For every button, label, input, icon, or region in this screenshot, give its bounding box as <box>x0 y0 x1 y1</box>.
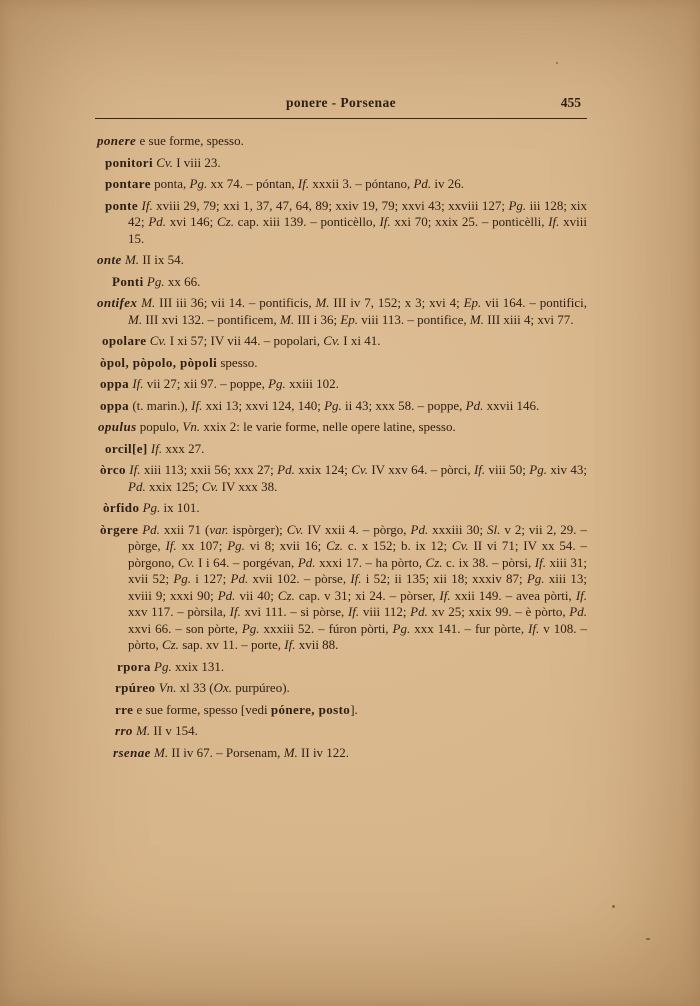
work-abbreviation: M. <box>154 744 169 760</box>
paper-speck <box>612 905 615 908</box>
entry-headword: rpúreo <box>115 680 156 695</box>
work-abbreviation: Pg. <box>154 658 172 674</box>
work-abbreviation: Cv. <box>201 478 219 494</box>
index-entry: ponte If. xviii 29, 79; xxi 1, 37, 47, 64, 89; xxiv 19, 79; xxvi 43; xxviii 127; Pg. iii 128; xix 42; Pd. xvi 146; Cz. cap. xiii 139. – ponticèllo, If. xxi 70; xxix 25. – ponticèlli, If. xviii 15. <box>105 197 588 246</box>
running-title: ponere - Porsenae <box>285 95 397 110</box>
entry-headword: ponte <box>105 197 139 213</box>
paper-speck <box>646 938 650 940</box>
work-abbreviation: Cv. <box>323 333 341 348</box>
work-abbreviation: Pg. <box>508 197 527 213</box>
entry-headword: rsenae <box>113 744 151 760</box>
index-entry: opolare Cv. I xi 57; IV vii 44. – popolari, Cv. I xi 41. <box>102 333 381 348</box>
entry-headword: opulus <box>98 419 137 434</box>
index-entry: oppa (t. marin.), If. xxi 13; xxvi 124, 140; Pg. ii 43; xxx 58. – poppe, Pd. xxvii 146. <box>100 397 540 413</box>
work-abbreviation: Cz. <box>277 587 295 603</box>
work-abbreviation: If. <box>379 214 391 229</box>
work-abbreviation: If. <box>534 554 546 570</box>
index-entry: òrfido Pg. ix 101. <box>103 500 200 515</box>
work-abbreviation: Pg. <box>529 462 547 477</box>
header-rule <box>95 118 587 119</box>
work-abbreviation: Pd. <box>128 478 146 494</box>
work-abbreviation: var. <box>209 521 229 537</box>
entry-headword: orcil[e] <box>105 440 148 456</box>
work-abbreviation: Ep. <box>340 311 359 327</box>
work-abbreviation: Pg. <box>526 571 545 586</box>
work-abbreviation: If. <box>528 620 540 636</box>
index-entry: ponitori Cv. I viii 23. <box>105 154 221 170</box>
work-abbreviation: Pg. <box>142 500 161 515</box>
work-abbreviation: Cz. <box>425 554 443 570</box>
work-abbreviation: Cv. <box>351 462 368 477</box>
work-abbreviation: Pg. <box>146 273 165 289</box>
entry-headword: Ponti <box>112 273 144 289</box>
work-abbreviation: If. <box>575 587 588 603</box>
work-abbreviation: Pd. <box>410 521 429 537</box>
index-entry: oppa If. vii 27; xii 97. – poppe, Pg. xxiii 102. <box>100 376 339 391</box>
index-entry: rre e sue forme, spesso [vedi pónere, posto]. <box>115 701 358 717</box>
entry-headword: pontare <box>105 176 151 191</box>
work-abbreviation: If. <box>141 197 153 213</box>
work-abbreviation: Pd. <box>297 554 316 570</box>
work-abbreviation: If. <box>229 604 241 619</box>
index-entry: orcil[e] If. xxx 27. <box>105 440 205 456</box>
entry-headword: ponitori <box>105 154 153 170</box>
work-abbreviation: If. <box>132 376 144 391</box>
work-abbreviation: Cv. <box>286 521 304 537</box>
work-abbreviation: If. <box>439 587 451 603</box>
work-abbreviation: Pd. <box>569 604 587 619</box>
entry-headword: ponere <box>97 133 137 148</box>
work-abbreviation: Pg. <box>241 620 260 636</box>
index-entry: ponere e sue forme, spesso. <box>97 133 244 148</box>
work-abbreviation: If. <box>165 538 177 553</box>
work-abbreviation: If. <box>350 571 362 586</box>
work-abbreviation: If. <box>347 604 360 619</box>
work-abbreviation: Pg. <box>173 571 192 586</box>
work-abbreviation: Pg. <box>268 376 286 391</box>
work-abbreviation: Pd. <box>465 397 484 413</box>
work-abbreviation: Pd. <box>142 521 160 537</box>
index-entry: opulus populo, Vn. xxix 2: le varie forme, nelle opere latine, spesso. <box>98 419 456 434</box>
work-abbreviation: Cz. <box>326 538 344 553</box>
work-abbreviation: If. <box>150 440 163 456</box>
entry-headword: òrfido <box>103 500 140 515</box>
index-entry: rpúreo Vn. xl 33 (Ox. purpúreo). <box>115 680 290 695</box>
work-abbreviation: Pg. <box>392 620 411 636</box>
work-abbreviation: Cv. <box>177 554 195 570</box>
text-column <box>95 95 587 766</box>
work-abbreviation: M. <box>128 311 143 327</box>
work-abbreviation: If. <box>191 397 203 413</box>
work-abbreviation: M. <box>124 252 140 267</box>
work-abbreviation: Ep. <box>463 295 482 310</box>
work-abbreviation: If. <box>297 176 310 191</box>
entry-headword: rre <box>115 701 134 717</box>
page-number: 455 <box>560 95 581 110</box>
work-abbreviation: If. <box>473 462 486 477</box>
work-abbreviation: If. <box>284 637 296 652</box>
index-entry: rro M. II v 154. <box>115 723 198 738</box>
page-header <box>95 95 587 113</box>
entry-headword: opolare <box>102 333 147 348</box>
work-abbreviation: Pd. <box>277 462 295 477</box>
entry-headword: òrco <box>100 462 126 477</box>
entry-headword: rpora <box>117 658 151 674</box>
work-abbreviation: Pd. <box>413 176 432 191</box>
index-entry: òrgere Pd. xxii 71 (var. ispòrger); Cv. IV xxii 4. – pòrgo, Pd. xxxiii 30; Sl. v 2; vii 2, 29. – pòrge, If. xx 107; Pg. vi 8; xvii 16; Cz. c. x 152; b. ix 12; Cv. II vi 71; IV xx 54. – pòrgono, Cv. I i 64. – porgévan, Pd. xxxi 17. – ha pòrto, Cz. c. ix 38. – pòrsi, If. xiii 31; xvii 52; Pg. i 127; Pd. xvii 102. – pòrse, If. i 52; ii 135; xii 18; xxxiv 87; Pg. xiii 13; xviii 9; xxxi 90; Pd. vii 40; Cz. cap. v 31; xi 24. – pòrser, If. xxii 149. – avea pòrti, If. xxv 117. – pòrsila, If. xvi 111. – si pòrse, If. viii 112; Pd. xv 25; xxix 99. – è pòrto, Pd. xxvi 66. – son pòrte, Pg. xxxiii 52. – fúron pòrti, Pg. xxx 141. – fur pòrte, If. v 108. – pòrto, Cz. sap. xv 11. – porte, If. xvii 88. <box>100 521 588 652</box>
index-entry: ontifex M. III iii 36; vii 14. – pontificis, M. III iv 7, 152; x 3; xvi 4; Ep. vii 164. – pontifici, M. III xvi 132. – pontificem, M. III i 36; Ep. viii 113. – pontifice, M. III xiii 4; xvi 77. <box>97 295 587 327</box>
index-entry: òpol, pòpolo, pòpoli spesso. <box>100 354 258 370</box>
work-abbreviation: Cv. <box>149 333 167 348</box>
work-abbreviation: Pd. <box>410 604 428 619</box>
entry-list <box>95 133 587 761</box>
work-abbreviation: If. <box>129 462 141 477</box>
cross-reference: pónere, posto <box>270 701 351 717</box>
work-abbreviation: M. <box>136 723 151 738</box>
work-abbreviation: Vn. <box>158 680 177 695</box>
work-abbreviation: Ox. <box>213 680 233 695</box>
work-abbreviation: M. <box>283 744 298 760</box>
work-abbreviation: M. <box>315 295 330 310</box>
index-entry: Ponti Pg. xx 66. <box>112 273 201 289</box>
work-abbreviation: Pd. <box>230 571 249 586</box>
work-abbreviation: Pg. <box>189 176 208 191</box>
work-abbreviation: Pg. <box>227 538 245 553</box>
work-abbreviation: Cz. <box>216 214 234 229</box>
index-entry: onte M. II ix 54. <box>97 252 184 267</box>
work-abbreviation: Pd. <box>148 214 167 229</box>
index-entry: pontare ponta, Pg. xx 74. – póntan, If. xxxii 3. – póntano, Pd. iv 26. <box>105 176 465 191</box>
work-abbreviation: Cv. <box>156 154 173 170</box>
entry-headword: oppa <box>100 376 130 391</box>
paper-speck <box>556 62 558 64</box>
work-abbreviation: Cv. <box>451 538 469 553</box>
index-entry: rpora Pg. xxix 131. <box>117 658 225 674</box>
entry-headword: onte <box>97 252 122 267</box>
work-abbreviation: M. <box>141 295 156 310</box>
entry-headword: òrgere <box>100 521 139 537</box>
work-abbreviation: If. <box>548 214 560 229</box>
entry-headword: rro <box>115 723 133 738</box>
index-entry: òrco If. xiii 113; xxii 56; xxx 27; Pd. xxix 124; Cv. IV xxv 64. – pòrci, If. viii 50; Pg. xiv 43; Pd. xxix 125; Cv. IV xxx 38. <box>100 462 587 494</box>
work-abbreviation: Vn. <box>182 419 201 434</box>
work-abbreviation: M. <box>469 311 484 327</box>
index-entry: rsenae M. II iv 67. – Porsenam, M. II iv 122. <box>113 744 350 760</box>
entry-headword: oppa <box>100 397 130 413</box>
work-abbreviation: Cz. <box>161 637 179 652</box>
entry-headword: ontifex <box>97 295 138 310</box>
work-abbreviation: Pg. <box>324 397 342 413</box>
work-abbreviation: Sl. <box>487 521 501 537</box>
work-abbreviation: M. <box>280 311 295 327</box>
entry-headword: òpol, pòpolo, pòpoli <box>100 354 218 370</box>
work-abbreviation: Pd. <box>217 587 236 603</box>
